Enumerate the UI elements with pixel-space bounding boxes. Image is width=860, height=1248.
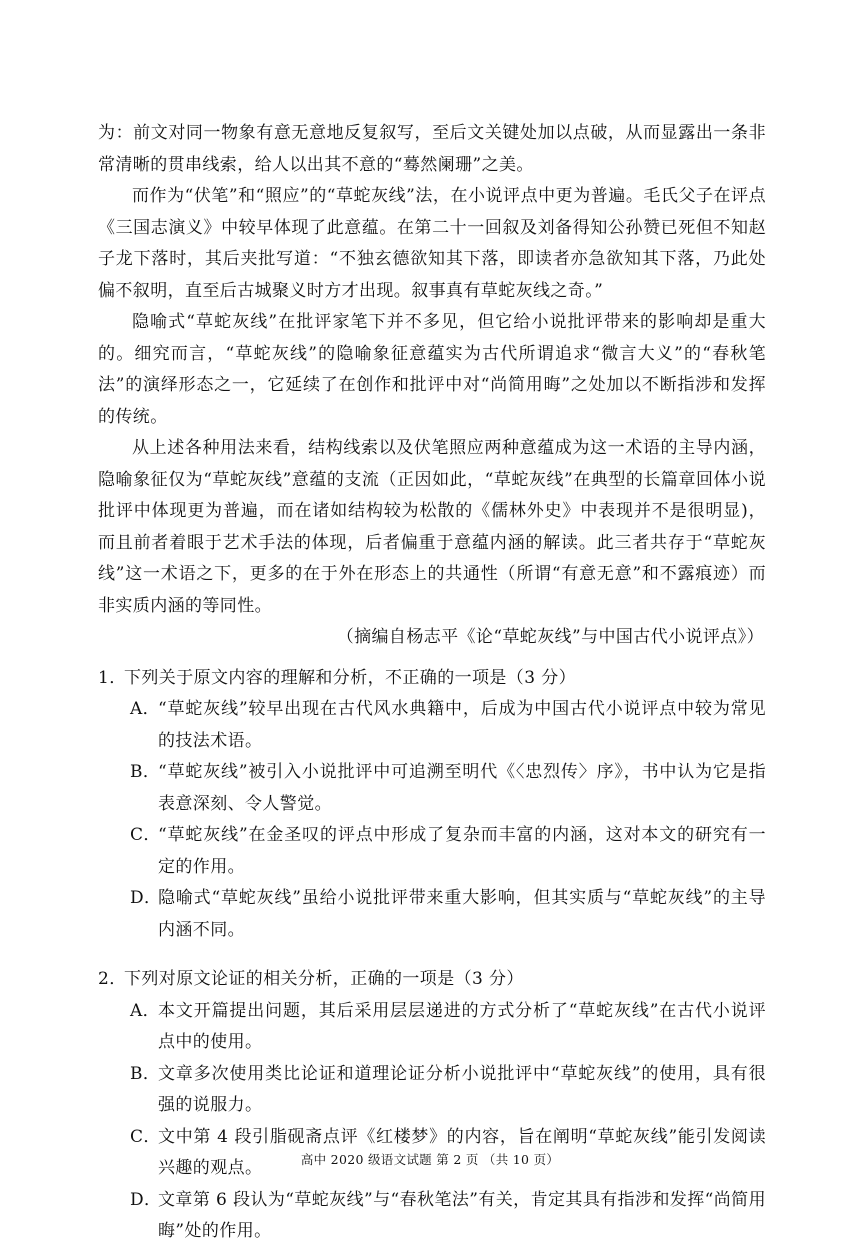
option-letter: A．	[130, 1000, 161, 1021]
question-stem	[98, 663, 766, 695]
option-b	[98, 757, 766, 820]
option-text: 隐喻式“草蛇灰线”虽给小说批评带来重大影响，但其实质与“草蛇灰线”的主导内涵不同。	[158, 888, 766, 940]
option-b	[98, 1059, 766, 1122]
option-d	[98, 883, 766, 946]
question-number: 2．	[98, 969, 127, 989]
option-a	[98, 996, 766, 1059]
option-c	[98, 820, 766, 883]
option-text: “草蛇灰线”被引入小说批评中可追溯至明代《〈忠烈传〉序》，书中认为它是指表意深刻、令人警觉。	[158, 762, 766, 814]
option-letter: D．	[130, 888, 162, 908]
option-letter: C．	[130, 1126, 161, 1147]
option-text: 本文开篇提出问题，其后采用层层递进的方式分析了“草蛇灰线”在古代小说评点中的使用。	[158, 1000, 766, 1052]
exam-page-body	[98, 118, 766, 1248]
option-text: 文章多次使用类比论证和道理论证分析小说批评中“草蛇灰线”的使用，具有很强的说服力。	[158, 1063, 766, 1115]
option-letter: D．	[130, 1189, 162, 1210]
question-text: 下列关于原文内容的理解和分析，不正确的一项是（3 分）	[124, 667, 577, 688]
paragraph-4: 从上述各种用法来看，结构线索以及伏笔照应两种意蕴成为这一术语的主导内涵，隐喻象征仅为“草蛇灰线”意蕴的支流（正因如此，“草蛇灰线”在典型的长篇章回体小说批评中体现更为普遍，而在诸如结构较为松散的《儒林外史》中表现并不是很明显)，而且前者着眼于艺术手法的体现，后者偏重于意蕴内涵的解读。此三者共存于“草蛇灰线”这一术语之下，更多的在于外在形态上的共通性（所谓“有意无意”和不露痕迹）而非实质内涵的等同性。	[98, 438, 766, 616]
paragraph-3: 隐喻式“草蛇灰线”在批评家笔下并不多见，但它给小说批评带来的影响却是重大的。细究而言，“草蛇灰线”的隐喻象征意蕴实为古代所谓追求“微言大义”的“春秋笔法”的演绎形态之一，它延续了在创作和批评中对“尚简用晦”之处加以不断指涉和发挥的传统。	[98, 312, 766, 427]
option-d	[98, 1185, 766, 1248]
page-footer: 高中 2020 级语文试题 第 2 页 （共 10 页）	[300, 1152, 560, 1167]
option-letter: B．	[130, 1063, 161, 1084]
option-text: 文中第 4 段引脂砚斋点评《红楼梦》的内容，旨在阐明“草蛇灰线”能引发阅读兴趣的观点。	[158, 1126, 766, 1178]
option-letter: C．	[130, 825, 161, 845]
option-letter: A．	[130, 699, 161, 719]
option-text: “草蛇灰线”在金圣叹的评点中形成了复杂而丰富的内涵，这对本文的研究有一定的作用。	[158, 825, 766, 877]
source-citation: （摘编自杨志平《论“草蛇灰线”与中国古代小说评点》）	[336, 627, 764, 647]
option-a	[98, 694, 766, 757]
question-2	[98, 964, 766, 1248]
paragraph-2: 而作为“伏笔”和“照应”的“草蛇灰线”法，在小说评点中更为普遍。毛氏父子在评点《三国志演义》中较早体现了此意蕴。在第二十一回叙及刘备得知公孙赞已死但不知赵子龙下落时，其后夹批写道：“不独玄德欲知其下落，即读者亦急欲知其下落，乃此处偏不叙明，直至后古城聚义时方才出现。叙事真有草蛇灰线之奇。”	[98, 186, 766, 301]
question-stem	[98, 964, 766, 996]
option-letter: B．	[130, 762, 161, 782]
option-text: 文章第 6 段认为“草蛇灰线”与“春秋笔法”有关，肯定其具有指涉和发挥“尚简用晦”处的作用。	[158, 1189, 766, 1241]
paragraph-1: 为：前文对同一物象有意无意地反复叙写，至后文关键处加以点破，从而显露出一条非常清晰的贯串线索，给人以出其不意的“蓦然阑珊”之美。	[98, 123, 766, 175]
question-1	[98, 663, 766, 947]
question-number: 1．	[98, 667, 127, 688]
question-text: 下列对原文论证的相关分析，正确的一项是（3 分）	[124, 969, 524, 989]
option-text: “草蛇灰线”较早出现在古代风水典籍中，后成为中国古代小说评点中较为常见的技法术语。	[158, 699, 766, 751]
